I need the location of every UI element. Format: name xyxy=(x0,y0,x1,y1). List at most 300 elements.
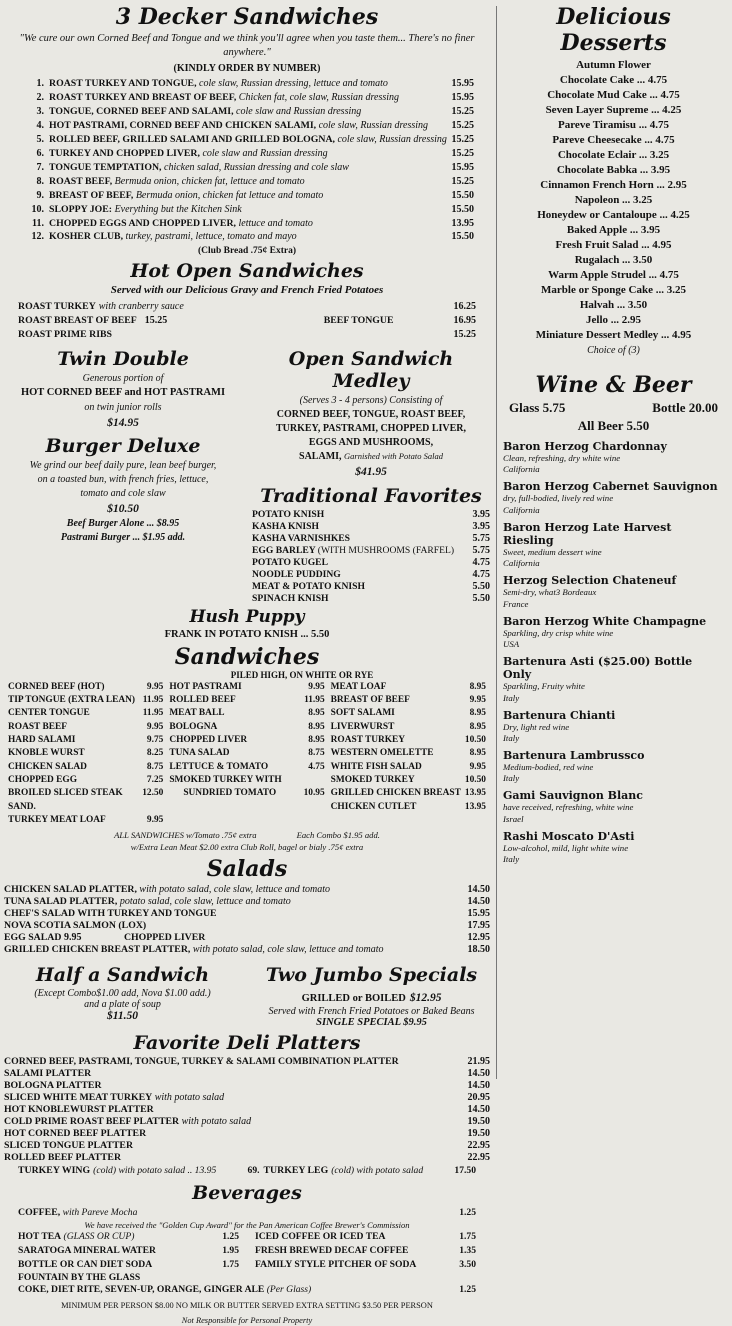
dessert-medley-choice: Choice of (3) xyxy=(587,345,640,356)
list-item xyxy=(169,761,324,774)
wine-name: Bartenura Asti ($25.00) Bottle Only xyxy=(503,655,693,682)
egg-salad-price: 9.95 xyxy=(63,932,82,944)
table-row xyxy=(4,1056,490,1068)
item-name: FAMILY STYLE PITCHER OF SODA xyxy=(255,1259,417,1270)
item-price: 15.25 xyxy=(451,134,474,146)
section-title-desserts: Delicious Desserts xyxy=(556,4,671,56)
burger-desc-1: We grind our beef daily pure, lean beef burger, xyxy=(29,460,217,472)
dessert-item: Baked Apple ... 3.95 xyxy=(566,224,661,236)
wine-name: Bartenura Lambrussco xyxy=(503,748,645,762)
list-item xyxy=(169,747,324,760)
item-name-beef-tongue: BEEF TONGUE xyxy=(323,315,394,327)
list-item xyxy=(26,217,474,231)
item-price: 21.95 xyxy=(467,1056,490,1068)
hot-open-served-note: Served with our Delicious Gravy and French Fried Potatoes xyxy=(110,284,384,297)
wine-desc: Semi-dry, what3 Bordeaux xyxy=(503,587,597,598)
item-price: 9.95 xyxy=(146,721,164,732)
item-name: LIVERWURST xyxy=(330,721,395,732)
item-price: 16.95 xyxy=(453,315,476,327)
wine-name: Rashi Moscato D'Asti xyxy=(503,829,635,843)
item-desc: with potato salad xyxy=(154,1092,225,1104)
item-price: 14.50 xyxy=(467,1104,490,1116)
coffee-award-note: We have received the "Golden Cup Award" for the Pan American Coffee Brewer's Commission xyxy=(84,1220,410,1231)
item-desc: cole slaw, Russian dressing, lettuce and tomato xyxy=(199,78,388,90)
item-price: 16.25 xyxy=(453,301,476,313)
item-name: FRESH BREWED DECAF COFFEE xyxy=(255,1245,409,1257)
table-row xyxy=(4,908,490,920)
item-price: 4.75 xyxy=(472,556,490,568)
item-number: 2. xyxy=(36,92,44,104)
item-number: 6. xyxy=(36,147,44,159)
item-price: 15.25 xyxy=(451,120,474,132)
item-price: 5.50 xyxy=(472,580,490,592)
item-price: 14.50 xyxy=(467,1068,490,1080)
item-name: CORNED BEEF (HOT) xyxy=(8,681,105,692)
list-item xyxy=(331,694,486,707)
item-price: 11.95 xyxy=(304,694,325,705)
item-number: 8. xyxy=(36,175,44,187)
list-item xyxy=(26,77,474,91)
item-name: CHOPPED EGG xyxy=(8,774,78,785)
item-name: BROILED SLICED STEAK SAND. xyxy=(8,788,123,812)
wine-desc: dry, full-bodied, lively red wine xyxy=(503,493,614,504)
item-price: 8.95 xyxy=(469,748,486,759)
item-name: SLICED WHITE MEAT TURKEY xyxy=(4,1092,153,1104)
dessert-item: Miniature Dessert Medley ... 4.95 xyxy=(535,329,692,341)
list-item xyxy=(26,161,474,175)
item-name: POTATO KUGEL xyxy=(252,556,328,568)
section-title-3-decker: 3 Decker Sandwiches xyxy=(115,4,379,30)
dessert-item: Rugalach ... 3.50 xyxy=(574,254,653,266)
item-price: 15.50 xyxy=(451,203,474,215)
dessert-item: Napoleon ... 3.25 xyxy=(574,194,653,206)
item-number: 9. xyxy=(36,189,44,201)
medley-subtitle: (Serves 3 - 4 persons) Consisting of xyxy=(299,395,443,407)
item-price: 19.50 xyxy=(467,1128,490,1140)
wine-name: Baron Herzog White Champagne xyxy=(503,614,707,628)
pastrami-burger-price: Pastrami Burger ... $1.95 add. xyxy=(60,532,186,544)
item-desc: Chicken fat, cole slaw, Russian dressing xyxy=(238,92,400,104)
wine-item xyxy=(503,709,724,743)
wine-desc: Low-alcohol, mild, light white wine xyxy=(503,842,629,853)
item-price: 22.95 xyxy=(467,1152,490,1164)
list-item xyxy=(26,133,474,147)
item-price: 4.75 xyxy=(472,568,490,580)
wine-name: Gami Sauvignon Blanc xyxy=(503,789,643,803)
wine-name: Baron Herzog Chardonnay xyxy=(503,440,667,453)
turkey-leg-desc: (cold) with potato salad xyxy=(331,1165,424,1177)
list-item xyxy=(255,1244,476,1258)
table-row xyxy=(252,545,490,557)
wine-region: France xyxy=(503,598,529,609)
item-price: 3.95 xyxy=(472,508,490,520)
item-name: SMOKED TURKEY WITH xyxy=(169,774,282,785)
list-item xyxy=(8,774,163,787)
item-desc: Everything but the Kitchen Sink xyxy=(114,203,242,215)
item-price: 15.95 xyxy=(451,92,474,104)
item-price: 15.50 xyxy=(451,231,474,243)
dessert-item: Jello ... 2.95 xyxy=(586,314,641,326)
item-price: 13.95 xyxy=(464,788,486,799)
wine-item xyxy=(503,789,724,823)
wine-region: Israel xyxy=(503,813,524,824)
hot-open-row xyxy=(4,314,490,328)
item-name: CHICKEN SALAD xyxy=(8,761,87,772)
wine-region: California xyxy=(503,464,540,475)
section-title-burger-deluxe: Burger Deluxe xyxy=(45,435,201,458)
item-price: 10.50 xyxy=(464,774,486,785)
medley-traditional-block xyxy=(252,344,490,604)
item-price: 9.95 xyxy=(146,814,164,825)
medley-line-4: SALAMI, xyxy=(299,451,342,463)
burger-price: $10.50 xyxy=(107,503,139,516)
list-item xyxy=(26,230,474,244)
jumbo-line1: GRILLED or BOILED xyxy=(301,993,406,1005)
list-item xyxy=(331,681,486,694)
table-row xyxy=(4,1080,490,1092)
item-desc: (Per Glass) xyxy=(266,1283,312,1295)
section-title-platters: Favorite Deli Platters xyxy=(133,1032,361,1055)
dessert-item: Marble or Sponge Cake ... 3.25 xyxy=(541,284,686,296)
wine-item xyxy=(503,480,724,514)
platters-table xyxy=(4,1056,490,1164)
item-name: HOT KNOBLEWURST PLATTER xyxy=(4,1104,154,1116)
list-item xyxy=(26,105,474,119)
fountain-label: FOUNTAIN BY THE GLASS xyxy=(18,1271,141,1283)
item-desc: with potato salad xyxy=(181,1116,252,1128)
item-name: ICED COFFEE OR ICED TEA xyxy=(255,1231,386,1243)
jumbo-price: $12.95 xyxy=(409,992,442,1005)
section-title-twin-double: Twin Double xyxy=(57,348,189,371)
sandwich-note-2: w/Extra Lean Meat $2.00 extra Club Roll, bagel or bialy .75¢ extra xyxy=(130,842,364,853)
item-desc: Bermuda onion, chicken fat lettuce and tomato xyxy=(135,189,324,201)
list-item xyxy=(8,814,163,827)
wine-region: Italy xyxy=(503,692,520,703)
item-name: CHEF'S SALAD WITH TURKEY AND TONGUE xyxy=(4,908,217,920)
item-name: CENTER TONGUE xyxy=(8,708,90,719)
section-title-jumbo: Two Jumbo Specials xyxy=(265,964,478,987)
wine-name: Herzog Selection Chateneuf xyxy=(503,574,677,588)
item-price: 9.95 xyxy=(308,681,325,692)
item-name: ROLLED BEEF xyxy=(169,694,236,705)
item-price: 12.50 xyxy=(142,788,164,799)
wine-desc: Sparkling, dry crisp white wine xyxy=(503,627,614,638)
list-item xyxy=(331,707,486,720)
item-name: MEAT & POTATO KNISH xyxy=(252,580,365,592)
wine-item xyxy=(503,521,724,568)
item-number: 4. xyxy=(36,120,44,132)
item-name: COFFEE, xyxy=(18,1206,61,1218)
item-name: TONGUE, CORNED BEEF AND SALAMI, xyxy=(49,106,234,118)
item-desc: (GLASS OR CUP) xyxy=(63,1231,135,1243)
item-desc: (WITH MUSHROOMS (FARFEL) xyxy=(317,544,455,556)
item-name: KOSHER CLUB, xyxy=(49,231,124,243)
item-price: 9.95 xyxy=(469,761,486,772)
item-price: 1.25 xyxy=(459,1206,476,1218)
item-price: 17.50 xyxy=(454,1165,476,1177)
hot-open-row xyxy=(4,300,490,314)
dessert-item: Chocolate Babka ... 3.95 xyxy=(556,164,671,176)
sandwiches-col-head: PILED HIGH, ON WHITE OR RYE xyxy=(230,669,374,680)
item-desc: Bermuda onion, chicken fat, lettuce and tomato xyxy=(114,175,305,187)
item-price: 15.25 xyxy=(451,147,474,159)
list-item xyxy=(255,1258,476,1272)
half-sandwich-block xyxy=(4,960,241,1028)
wine-item xyxy=(503,615,724,649)
hot-open-row xyxy=(4,328,490,342)
item-name: ROAST TURKEY AND TONGUE, xyxy=(49,78,197,90)
table-row xyxy=(252,533,490,545)
list-item xyxy=(331,787,486,800)
item-number: 12. xyxy=(31,231,44,243)
item-number: 3. xyxy=(36,106,44,118)
item-name: KASHA VARNISHKES xyxy=(252,532,351,544)
item-name: BOLOGNA PLATTER xyxy=(4,1080,102,1092)
item-name: TURKEY MEAT LOAF xyxy=(8,814,106,825)
half-sandwich-note: (Except Combo$1.00 add, Nova $1.00 add.) xyxy=(34,988,211,1000)
club-bread-note: (Club Bread .75¢ Extra) xyxy=(198,246,296,257)
wine-region: California xyxy=(503,558,540,569)
item-name: ROAST BEEF xyxy=(8,721,67,732)
item-name: ROAST TURKEY AND BREAST OF BEEF, xyxy=(49,92,237,104)
item-number: 11. xyxy=(32,217,44,229)
item-price: 1.75 xyxy=(222,1259,239,1270)
item-price: 13.95 xyxy=(451,217,474,229)
item-name: KNOBLE WURST xyxy=(8,748,85,759)
item-number: 1. xyxy=(36,78,44,90)
twin-double-line1: Generous portion of xyxy=(82,373,164,385)
item-price: 5.75 xyxy=(472,532,490,544)
item-name: ROAST PRIME RIBS xyxy=(18,329,112,341)
section-title-open-medley: Open Sandwich Medley xyxy=(288,348,454,393)
list-item xyxy=(8,721,163,734)
section-title-hush-puppy: Hush Puppy xyxy=(189,606,305,627)
item-price: 19.50 xyxy=(467,1116,490,1128)
item-name: ROAST TURKEY xyxy=(330,734,406,745)
sandwich-note-3: Each Combo $1.95 add. xyxy=(296,830,380,841)
item-name: SALAMI PLATTER xyxy=(4,1068,92,1080)
list-item xyxy=(8,747,163,760)
item-name: CORNED BEEF, PASTRAMI, TONGUE, TURKEY & SALAMI COMBINATION PLATTER xyxy=(4,1056,399,1068)
item-price: 8.75 xyxy=(308,748,325,759)
list-item xyxy=(26,147,474,161)
item-price: 9.75 xyxy=(146,734,164,745)
item-name: SLICED TONGUE PLATTER xyxy=(4,1140,134,1152)
item-desc: potato salad, cole slaw, lettuce and tomato xyxy=(119,896,291,908)
item-price: 8.95 xyxy=(469,721,486,732)
wine-desc: Sweet, medium dessert wine xyxy=(503,546,602,557)
item-desc: chicken salad, Russian dressing and cole slaw xyxy=(164,161,349,173)
item-name: BOLOGNA xyxy=(169,721,218,732)
wine-region: USA xyxy=(503,639,520,650)
right-column xyxy=(497,0,730,1085)
wine-item xyxy=(503,830,724,864)
item-name: GRILLED CHICKEN BREAST PLATTER, xyxy=(4,944,191,956)
wine-desc: have received, refreshing, white wine xyxy=(503,802,634,813)
item-price: 5.75 xyxy=(472,544,490,556)
table-row xyxy=(252,509,490,521)
item-name: CHICKEN CUTLET xyxy=(330,801,417,812)
section-title-traditional: Traditional Favorites xyxy=(260,484,482,507)
item-price: 11.95 xyxy=(142,708,164,719)
table-row xyxy=(4,1140,490,1152)
list-item xyxy=(26,91,474,105)
item-name: CHOPPED EGGS AND CHOPPED LIVER, xyxy=(49,217,236,229)
table-row xyxy=(4,896,490,908)
item-name: BREAST OF BEEF xyxy=(330,694,410,705)
item-name: EGG SALAD xyxy=(4,932,62,944)
item-name: SPINACH KNISH xyxy=(252,592,329,604)
list-item xyxy=(169,774,324,787)
turkey-wing-desc: (cold) with potato salad .. 13.95 xyxy=(93,1165,217,1177)
table-row xyxy=(252,593,490,605)
table-row xyxy=(4,920,490,932)
wine-name: Baron Herzog Cabernet Sauvignon xyxy=(503,480,718,494)
item-price: 12.95 xyxy=(467,932,490,944)
item-price: 15.25 xyxy=(453,329,476,341)
item-desc: cole slaw, Russian dressing xyxy=(318,120,429,132)
table-row xyxy=(252,521,490,533)
item-desc: cole slaw and Russian dressing xyxy=(236,106,362,118)
item-name: MEAT BALL xyxy=(169,708,225,719)
item-price: 15.95 xyxy=(467,908,490,920)
table-row xyxy=(252,557,490,569)
twin-double-line2: HOT CORNED BEEF and HOT PASTRAMI xyxy=(20,387,226,399)
table-row xyxy=(4,1104,490,1116)
twin-double-block xyxy=(4,344,242,604)
dessert-item: Honeydew or Cantaloupe ... 4.25 xyxy=(537,209,690,221)
dessert-item: Autumn Flower xyxy=(576,59,651,71)
item-name: SOFT SALAMI xyxy=(330,708,395,719)
medley-price: $41.95 xyxy=(355,466,387,479)
table-row xyxy=(4,1092,490,1104)
all-beer-price: All Beer 5.50 xyxy=(577,418,650,433)
item-desc: turkey, pastrami, lettuce, tomato and mayo xyxy=(125,231,297,243)
item-name-turkey-leg: TURKEY LEG xyxy=(263,1165,329,1177)
item-name: HOT PASTRAMI, CORNED BEEF AND CHICKEN SALAMI, xyxy=(49,120,317,132)
dessert-item: Fresh Fruit Salad ... 4.95 xyxy=(555,239,672,251)
sandwich-column-2 xyxy=(169,681,324,828)
section-title-hot-open: Hot Open Sandwiches xyxy=(130,260,364,283)
half-sandwich-line2: and a plate of soup xyxy=(84,999,161,1011)
item-name: CHOPPED LIVER xyxy=(169,734,248,745)
item-name: NOODLE PUDDING xyxy=(252,568,341,580)
wine-item xyxy=(503,440,724,474)
section-title-salads: Salads xyxy=(206,856,288,883)
medley-line-3: EGGS AND MUSHROOMS, xyxy=(308,437,434,449)
3-decker-quote: "We cure our own Corned Beef and Tongue and we think you'll agree when you taste them... There's no finer anywhere." xyxy=(19,33,475,59)
list-item xyxy=(331,801,486,814)
dessert-item: Halvah ... 3.50 xyxy=(579,299,648,311)
item-name: EGG BARLEY xyxy=(252,544,316,556)
item-name: TONGUE TEMPTATION, xyxy=(49,161,162,173)
wine-name: Bartenura Chianti xyxy=(503,708,616,722)
item-price: 1.35 xyxy=(459,1245,476,1257)
salads-table xyxy=(4,884,490,956)
item-name: TUNA SALAD xyxy=(169,748,230,759)
wine-desc: Clean, refreshing, dry white wine xyxy=(503,453,621,463)
list-item xyxy=(169,681,324,694)
item-price: 7.25 xyxy=(146,774,164,785)
item-price: 9.95 xyxy=(469,694,486,705)
list-item xyxy=(8,694,163,707)
item-price: 9.95 xyxy=(146,681,164,692)
list-item xyxy=(169,707,324,720)
list-item xyxy=(169,721,324,734)
section-title-sandwiches: Sandwiches xyxy=(174,643,320,670)
wine-region: Italy xyxy=(503,854,520,865)
item-name: TUNA SALAD PLATTER, xyxy=(4,896,118,908)
medley-line-1: CORNED BEEF, TONGUE, ROAST BEEF, xyxy=(276,409,466,421)
item-name: ROLLED BEEF, GRILLED SALAMI AND GRILLED BOLOGNA, xyxy=(49,134,335,146)
item-price: 3.50 xyxy=(459,1259,476,1270)
item-name: TIP TONGUE (EXTRA LEAN) xyxy=(8,694,136,705)
dessert-item: Warm Apple Strudel ... 4.75 xyxy=(548,269,679,281)
hush-puppy-line: FRANK IN POTATO KNISH ... 5.50 xyxy=(164,628,330,640)
item-price: 5.50 xyxy=(472,592,490,604)
item-number: 10. xyxy=(31,203,44,215)
list-item xyxy=(18,1244,239,1258)
list-item xyxy=(26,189,474,203)
table-row xyxy=(4,884,490,896)
list-item xyxy=(26,203,474,217)
list-item xyxy=(331,721,486,734)
list-item xyxy=(18,1258,239,1272)
wine-name: Baron Herzog Late Harvest Riesling xyxy=(503,520,672,547)
item-name: NOVA SCOTIA SALMON (LOX) xyxy=(4,920,147,932)
order-by-number-note: (KINDLY ORDER BY NUMBER) xyxy=(173,63,321,75)
item-name: TURKEY AND CHOPPED LIVER, xyxy=(49,147,200,159)
table-row xyxy=(252,581,490,593)
twin-double-line3: on twin junior rolls xyxy=(84,402,162,414)
item-name: HOT TEA xyxy=(18,1231,62,1243)
wine-item xyxy=(503,574,724,608)
item-name: MEAT LOAF xyxy=(330,681,387,692)
item-price: 13.95 xyxy=(464,801,486,812)
list-item xyxy=(331,734,486,747)
item-name: BREAST OF BEEF, xyxy=(49,189,134,201)
item-name: COLD PRIME ROAST BEEF PLATTER xyxy=(4,1116,180,1128)
sandwich-note-1: ALL SANDWICHES w/Tomato .75¢ extra xyxy=(114,830,257,841)
turkey-leg-number: 69. xyxy=(247,1165,260,1177)
item-name: WESTERN OMELETTE xyxy=(330,748,434,759)
list-item xyxy=(331,774,486,787)
item-name: ROAST BEEF, xyxy=(49,175,113,187)
item-name: HARD SALAMI xyxy=(8,734,76,745)
table-row xyxy=(4,1116,490,1128)
dessert-item: Chocolate Cake ... 4.75 xyxy=(559,74,668,86)
dessert-item: Pareve Tiramisu ... 4.75 xyxy=(558,119,669,131)
item-desc: cole slaw and Russian dressing xyxy=(202,147,328,159)
jumbo-specials-block xyxy=(253,960,490,1028)
item-name: POTATO KNISH xyxy=(252,508,325,520)
item-name: HOT PASTRAMI xyxy=(169,681,242,692)
wine-desc: Medium-bodied, red wine xyxy=(503,761,594,772)
item-price: 8.95 xyxy=(308,708,325,719)
item-name: HOT CORNED BEEF PLATTER xyxy=(4,1128,147,1140)
item-name: SUNDRIED TOMATO xyxy=(183,788,277,799)
item-price: 1.25 xyxy=(459,1283,476,1295)
list-item xyxy=(169,694,324,707)
section-title-beverages: Beverages xyxy=(192,1181,302,1204)
item-price: 15.25 xyxy=(451,175,474,187)
item-name: SARATOGA MINERAL WATER xyxy=(18,1245,156,1257)
half-sandwich-price: $11.50 xyxy=(107,1010,138,1023)
item-name: BOTTLE OR CAN DIET SODA xyxy=(18,1259,153,1270)
medley-garnish: Garnished with Potato Salad xyxy=(344,451,443,462)
wine-region: Italy xyxy=(503,732,520,743)
item-name: GRILLED CHICKEN BREAST xyxy=(330,788,461,799)
